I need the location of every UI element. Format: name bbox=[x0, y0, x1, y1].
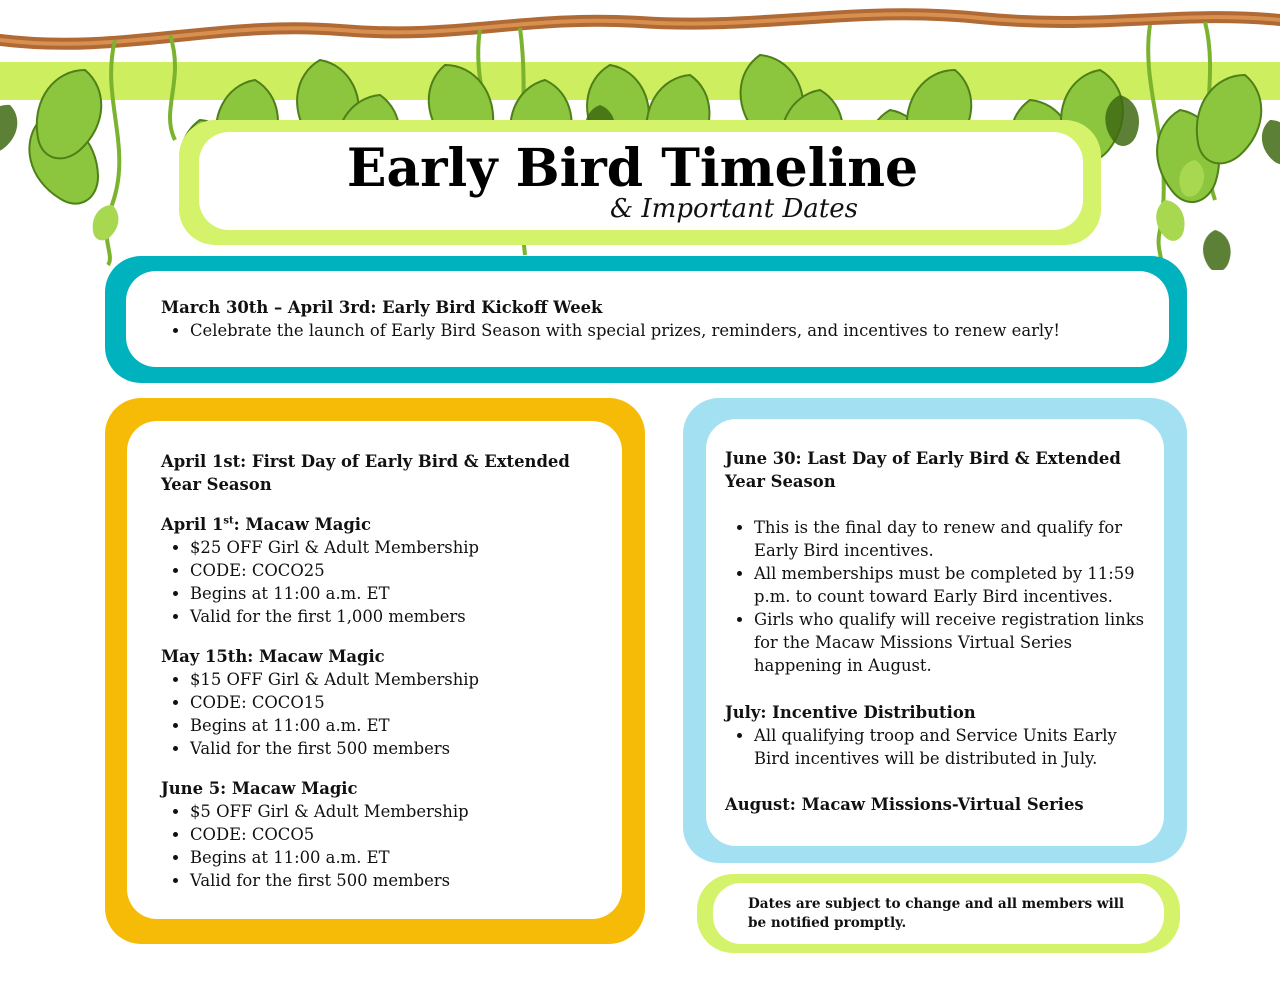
kickoff-list bbox=[161, 319, 1141, 342]
april-magic-heading: April 1st: Macaw Magic bbox=[161, 515, 372, 534]
april-magic-list bbox=[161, 536, 591, 628]
kickoff-section bbox=[161, 296, 1141, 342]
list-item: All memberships must be completed by 11:59 p.m. to count toward Early Bird incentives. bbox=[754, 562, 1155, 608]
list-item: Valid for the first 500 members bbox=[190, 869, 591, 892]
list-item: $15 OFF Girl & Adult Membership bbox=[190, 668, 591, 691]
june-magic-heading: June 5: Macaw Magic bbox=[161, 779, 358, 798]
list-item: Valid for the first 1,000 members bbox=[190, 605, 591, 628]
may-magic-list bbox=[161, 668, 591, 760]
list-item: This is the final day to renew and qualify for Early Bird incentives. bbox=[754, 516, 1155, 562]
list-item: Begins at 11:00 a.m. ET bbox=[190, 714, 591, 737]
season-start-heading: April 1st: First Day of Early Bird & Extended Year Season bbox=[161, 452, 570, 494]
list-item: CODE: COCO25 bbox=[190, 559, 591, 582]
list-item: Girls who qualify will receive registration links for the Macaw Missions Virtual Series happening in August. bbox=[754, 608, 1155, 677]
disclaimer-note: Dates are subject to change and all members will be notified promptly. bbox=[748, 896, 1125, 931]
page-title: Early Bird Timeline bbox=[346, 138, 919, 199]
list-item: $5 OFF Girl & Adult Membership bbox=[190, 800, 591, 823]
list-item: All qualifying troop and Service Units Early Bird incentives will be distributed in July. bbox=[754, 724, 1155, 770]
list-item: Begins at 11:00 a.m. ET bbox=[190, 582, 591, 605]
list-item: Valid for the first 500 members bbox=[190, 737, 591, 760]
july-heading: July: Incentive Distribution bbox=[725, 703, 976, 722]
last-day-list bbox=[725, 516, 1155, 677]
page-subtitle: & Important Dates bbox=[610, 194, 858, 224]
list-item: $25 OFF Girl & Adult Membership bbox=[190, 536, 591, 559]
kickoff-heading: March 30th – April 3rd: Early Bird Kickoff Week bbox=[161, 298, 603, 317]
list-item: Celebrate the launch of Early Bird Season with special prizes, reminders, and incentives to renew early! bbox=[190, 319, 1141, 342]
list-item: CODE: COCO15 bbox=[190, 691, 591, 714]
spring-section bbox=[161, 450, 591, 892]
last-day-heading: June 30: Last Day of Early Bird & Extended Year Season bbox=[725, 449, 1121, 491]
june-magic-list bbox=[161, 800, 591, 892]
list-item: CODE: COCO5 bbox=[190, 823, 591, 846]
july-list bbox=[725, 724, 1155, 770]
august-heading: August: Macaw Missions-Virtual Series bbox=[725, 795, 1084, 814]
may-magic-heading: May 15th: Macaw Magic bbox=[161, 647, 385, 666]
list-item: Begins at 11:00 a.m. ET bbox=[190, 846, 591, 869]
summer-section bbox=[725, 447, 1155, 816]
